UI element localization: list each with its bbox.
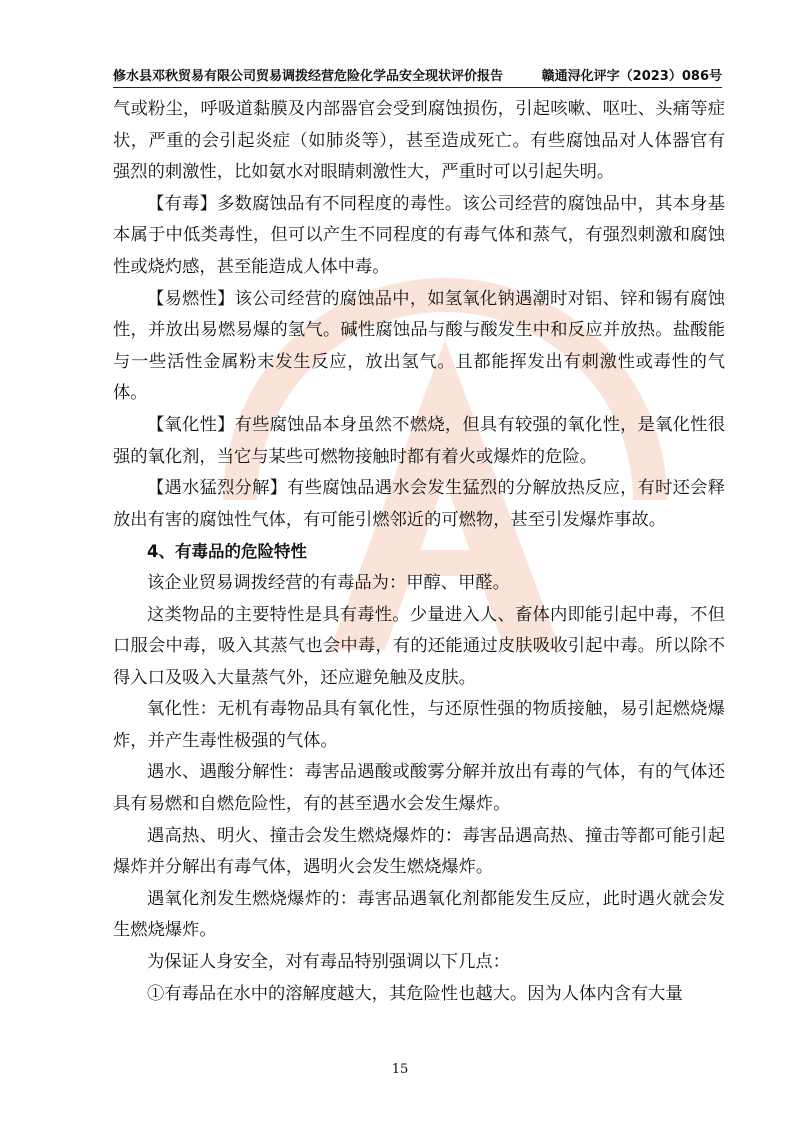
- paragraph: 【有毒】多数腐蚀品有不同程度的毒性。该公司经营的腐蚀品中，其本身基本属于中低类毒性，但可以产生不同程度的有毒气体和蒸气，有强烈刺激和腐蚀性或烧灼感，甚至能造成人体中毒。: [113, 193, 725, 277]
- page-header: [113, 62, 722, 88]
- paragraph: 遇高热、明火、撞击会发生燃烧爆炸的：毒害品遇高热、撞击等都可能引起爆炸并分解出有毒气体，遇明火会发生燃烧爆炸。: [113, 825, 725, 878]
- header-report-title: 修水县邓秋贸易有限公司贸易调拨经营危险化学品安全现状评价报告: [113, 69, 504, 84]
- paragraph: 为保证人身安全，对有毒品特别强调以下几点：: [147, 952, 510, 973]
- paragraph: 【氧化性】有些腐蚀品本身虽然不燃烧，但具有较强的氧化性，是氧化性很强的氧化剂，当它与某些可燃物接触时都有着火或爆炸的危险。: [113, 414, 725, 467]
- paragraph: 这类物品的主要特性是具有毒性。少量进入人、畜体内即能引起中毒，不但口服会中毒，吸入其蒸气也会中毒，有的还能通过皮肤吸收引起中毒。所以除不得入口及吸入大量蒸气外，还应避免触及皮肤。: [113, 604, 725, 688]
- paragraph: 该企业贸易调拨经营的有毒品为：甲醇、甲醛。: [147, 572, 510, 593]
- paragraph: ①有毒品在水中的溶解度越大，其危险性也越大。因为人体内含有大量: [147, 983, 683, 1004]
- header-report-number: 赣通浔化评字（2023）086号: [541, 69, 722, 84]
- paragraph: 遇氧化剂发生燃烧爆炸的：毒害品遇氧化剂都能发生反应，此时遇火就会发生燃烧爆炸。: [113, 888, 725, 941]
- paragraph: 【易燃性】该公司经营的腐蚀品中，如氢氧化钠遇潮时对铝、锌和锡有腐蚀性，并放出易燃易爆的氢气。碱性腐蚀品与酸与酸发生中和反应并放热。盐酸能与一些活性金属粉末发生反应，放出氢气。且都能挥发出有刺激性或毒性的气体。: [113, 288, 725, 404]
- paragraph: 【遇水猛烈分解】有些腐蚀品遇水会发生猛烈的分解放热反应，有时还会释放出有害的腐蚀性气体，有可能引燃邻近的可燃物，甚至引发爆炸事故。: [113, 478, 725, 530]
- paragraph: 遇水、遇酸分解性：毒害品遇酸或酸雾分解并放出有毒的气体，有的气体还具有易燃和自燃危险性，有的甚至遇水会发生爆炸。: [113, 762, 725, 815]
- paragraph: 气或粉尘，呼吸道黏膜及内部器官会受到腐蚀损伤，引起咳嗽、呕吐、头痛等症状，严重的会引起炎症（如肺炎等），甚至造成死亡。有些腐蚀品对人体器官有强烈的刺激性，比如氨水对眼睛刺激性大，严重时可以引起失明。: [113, 99, 725, 183]
- document-body: [113, 94, 725, 1010]
- section-heading: 4、有毒品的危险特性: [147, 542, 307, 562]
- paragraph: 氧化性：无机有毒物品具有氧化性，与还原性强的物质接触，易引起燃烧爆炸，并产生毒性极强的气体。: [113, 699, 725, 751]
- page-number: 15: [391, 1062, 409, 1077]
